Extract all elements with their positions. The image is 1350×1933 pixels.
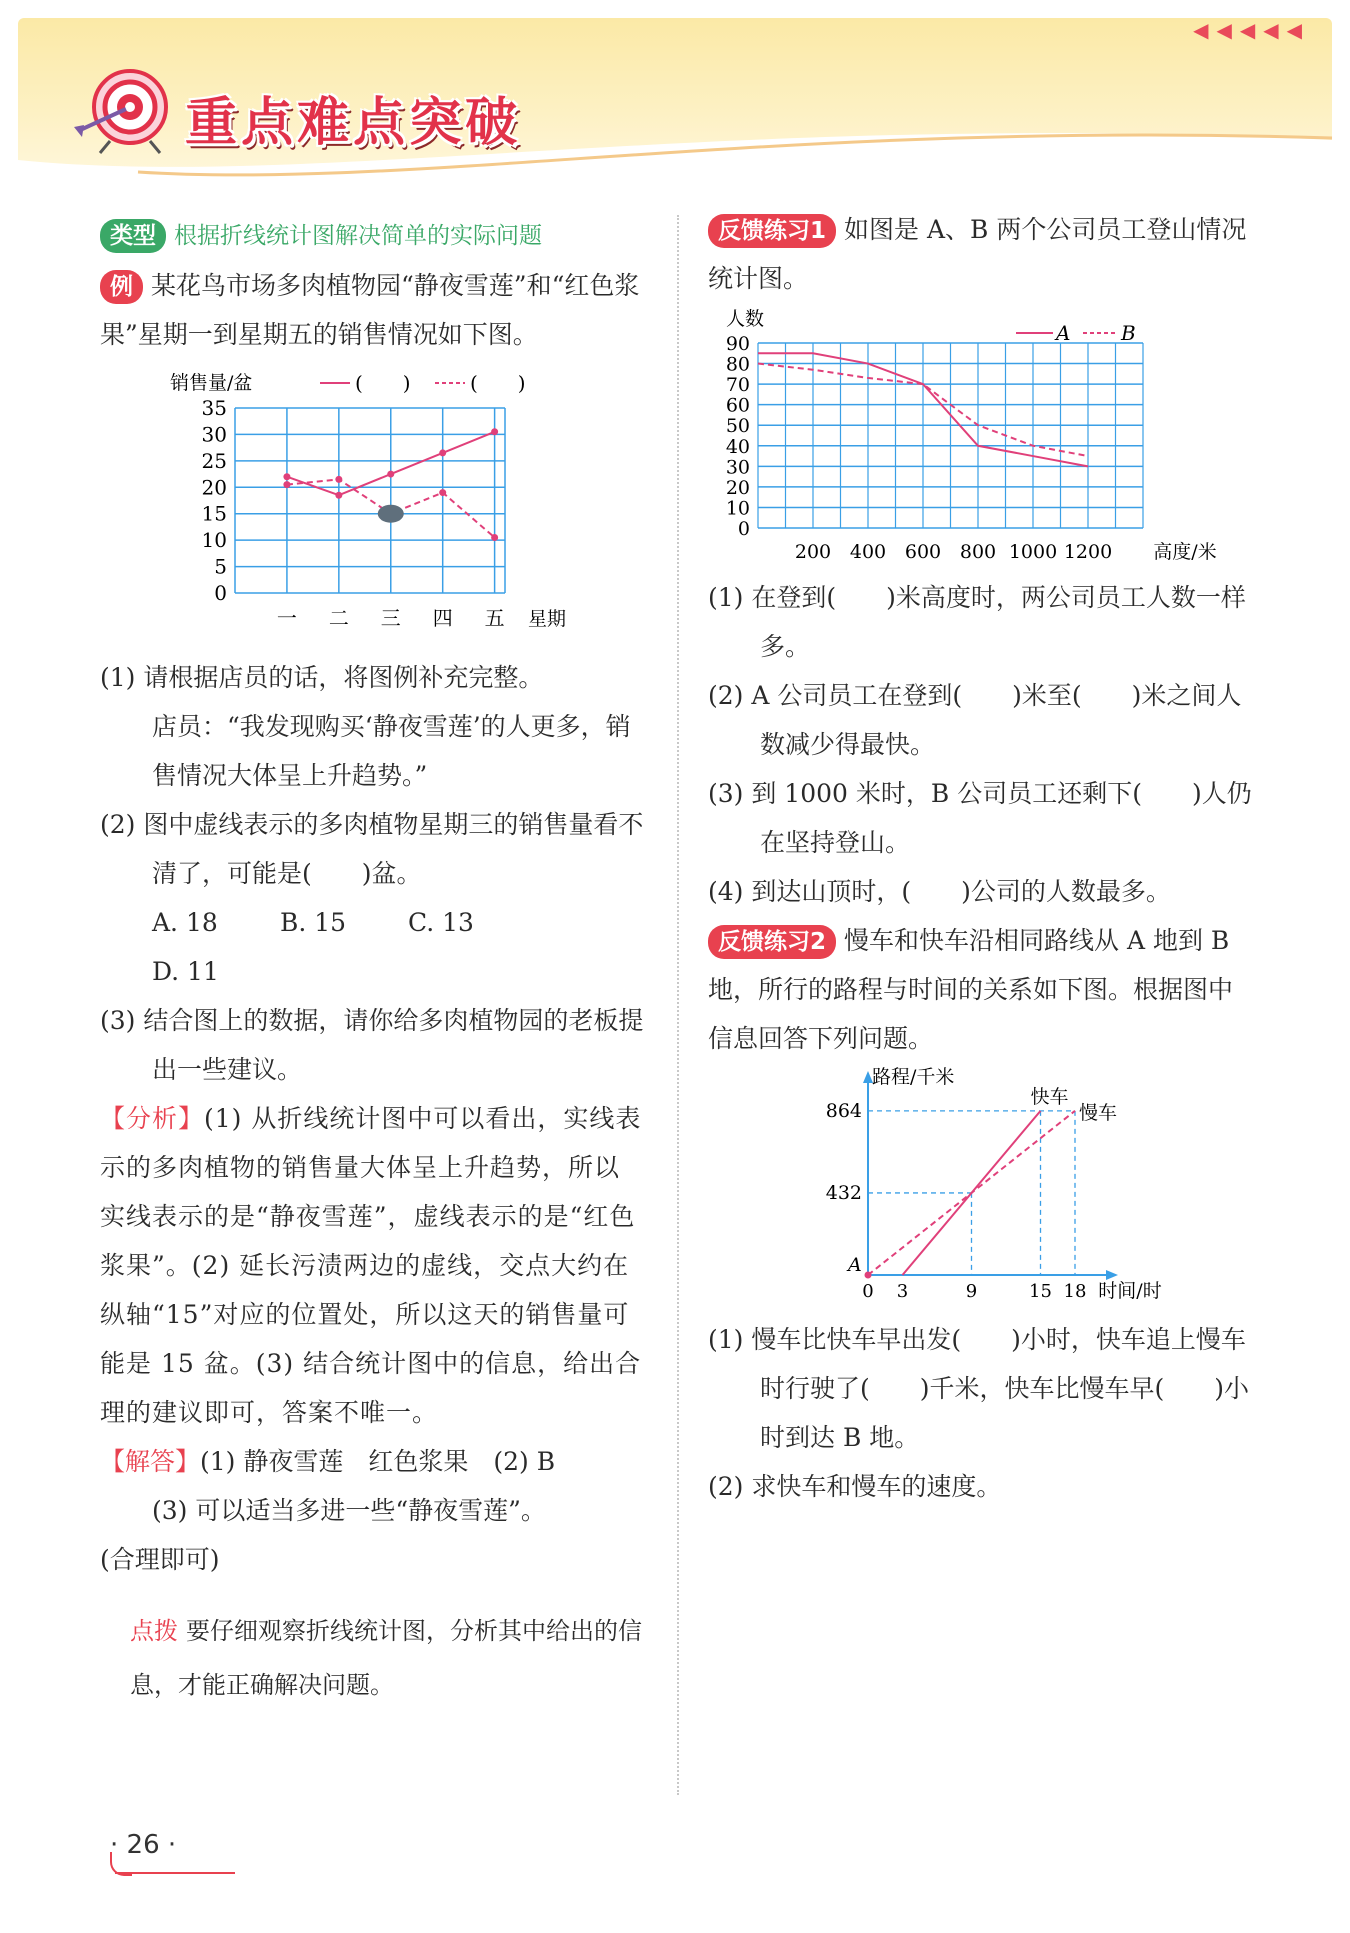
- x-tick-label: 二: [328, 606, 349, 630]
- series-dashed-point: [283, 481, 290, 488]
- feedback-2-intro: [708, 916, 1256, 1063]
- series-dashed-point: [439, 489, 446, 496]
- example-text: 某花鸟市场多肉植物园“静夜雪莲”和“红色浆果”星期一到星期五的销售情况如下图。: [100, 271, 640, 349]
- page-number-underline: [115, 1872, 235, 1874]
- x-axis-label: 时间/时: [1098, 1280, 1162, 1302]
- x-axis-label: 高度/米: [1153, 541, 1217, 563]
- column-divider: [677, 215, 679, 1795]
- series-solid-point: [335, 492, 342, 499]
- header-decor: ◀◀◀◀◀: [1193, 18, 1310, 42]
- x-tick-label: 18: [1063, 1281, 1087, 1302]
- x-tick-label: 0: [862, 1281, 874, 1302]
- y-tick-label: 432: [825, 1181, 862, 1204]
- slow-car-label: 慢车: [1079, 1101, 1118, 1124]
- page-number: · 26 ·: [110, 1830, 177, 1860]
- y-tick-label: 30: [725, 456, 750, 479]
- question-1-quote: 店员：“我发现购买‘静夜雪莲’的人更多，销售情况大体呈上升趋势。”: [152, 712, 631, 790]
- feedback-2-question-1: (1) 慢车比快车早出发( )小时，快车追上慢车时行驶了( )千米，快车比慢车早( )小时到达 B 地。: [708, 1325, 1250, 1452]
- type-badge: 类型: [100, 219, 166, 253]
- x-tick-label: 600: [904, 541, 942, 563]
- x-axis-arrow: [1106, 1270, 1118, 1280]
- example-badge: 例: [100, 270, 143, 304]
- y-tick-label: 10: [201, 528, 227, 553]
- answer-tag: 【解答】: [100, 1447, 201, 1476]
- legend-dashed-text: ( ): [470, 371, 526, 395]
- y-tick-label: 35: [201, 396, 227, 420]
- analysis-text: (1) 从折线统计图中可以看出，实线表示的多肉植物的销售量大体呈上升趋势，所以实线表示的是“静夜雪莲”，虚线表示的是“红色浆果”。(2) 延长污渍两边的虚线，交点大约在纵轴“15”对应的位置处，所以这天的销售量可能是 15 盆。(3) 结合统计图中的信息，给出合理的建议即可，答案不唯一。: [100, 1104, 642, 1427]
- x-tick-label: 15: [1029, 1281, 1052, 1302]
- legend-a-text: A: [1056, 321, 1071, 345]
- y-tick-label: 20: [725, 476, 750, 499]
- x-tick-label: 800: [959, 541, 997, 563]
- origin-point: [865, 1272, 872, 1279]
- question-3: (3) 结合图上的数据，请你给多肉植物园的老板提出一些建议。: [100, 1006, 644, 1084]
- question-2: (2) 图中虚线表示的多肉植物星期三的销售量看不清了，可能是( )盆。: [100, 810, 644, 888]
- series-dashed-point: [491, 534, 498, 541]
- feedback-2-badge: 反馈练习2: [708, 925, 836, 959]
- answer-line-2: (3) 可以适当多进一些“静夜雪莲”。: [152, 1496, 546, 1525]
- x-tick-label: 3: [896, 1281, 909, 1302]
- right-column: [708, 205, 1256, 1511]
- y-tick-label: 5: [214, 554, 227, 579]
- option-d[interactable]: D. 11: [152, 957, 219, 986]
- tip-box: [100, 1604, 645, 1712]
- y-tick-label: 0: [737, 518, 750, 540]
- feedback-1-question-3: (3) 到 1000 米时，B 公司员工还剩下( )人仍在坚持登山。: [708, 779, 1252, 857]
- page-title: 重点难点突破: [185, 93, 522, 153]
- distance-time-chart: [825, 1066, 1162, 1315]
- x-tick-label: 200: [794, 541, 832, 563]
- sales-line-chart: [160, 363, 580, 653]
- left-column: [100, 210, 645, 1712]
- x-tick-label: 三: [380, 606, 401, 630]
- x-tick-label: 400: [849, 541, 887, 563]
- series-solid-point: [387, 471, 394, 478]
- y-axis-label: 路程/千米: [872, 1066, 955, 1088]
- y-tick-label: 0: [214, 581, 227, 605]
- option-a[interactable]: A. 18: [152, 908, 218, 937]
- target-icon: [70, 65, 180, 155]
- feedback-2-question-2: (2) 求快车和慢车的速度。: [708, 1472, 1002, 1501]
- question-1: (1) 请根据店员的话，将图例补充完整。: [100, 663, 544, 692]
- y-tick-label: 90: [725, 333, 750, 355]
- x-tick-label: 五: [484, 606, 505, 630]
- tip-label: 点拨: [130, 1617, 178, 1645]
- y-tick-label: 15: [201, 501, 227, 526]
- y-tick-label: 30: [201, 422, 227, 447]
- x-tick-label: 1000: [1008, 541, 1058, 563]
- feedback-2-text: 慢车和快车沿相同路线从 A 地到 B 地，所行的路程与时间的关系如下图。根据图中信息回答下列问题。: [708, 926, 1234, 1053]
- y-tick-label: 40: [725, 435, 750, 458]
- y-tick-label: 50: [725, 415, 750, 438]
- answer-line-1: (1) 静夜雪莲 红色浆果 (2) B: [200, 1447, 556, 1476]
- x-axis-label: 星期: [527, 608, 567, 630]
- series-solid-point: [491, 428, 498, 435]
- y-tick-label: 20: [201, 475, 227, 500]
- y-tick-label: 70: [725, 374, 750, 397]
- analysis-paragraph: [100, 1094, 645, 1437]
- x-tick-label: 四: [432, 606, 453, 630]
- answer-paragraph: [100, 1437, 645, 1486]
- answer-line-3: (合理即可): [100, 1545, 220, 1574]
- y-axis-label: 人数: [726, 308, 765, 330]
- ink-stain: [378, 505, 404, 523]
- feedback-1-question-2: (2) A 公司员工在登到( )米至( )米之间人数减少得最快。: [708, 681, 1242, 759]
- legend-solid-text: ( ): [355, 371, 411, 395]
- fast-car-label: 快车: [1030, 1085, 1069, 1108]
- option-c[interactable]: C. 13: [408, 908, 474, 937]
- y-tick-label: 10: [725, 497, 750, 520]
- x-tick-label: 9: [965, 1281, 978, 1302]
- series-solid-point: [283, 473, 290, 480]
- y-axis-label: 销售量/盆: [170, 372, 253, 394]
- y-tick-label: 864: [825, 1099, 862, 1122]
- question-2-options: [100, 898, 645, 996]
- origin-label: A: [848, 1254, 862, 1276]
- tip-text: 要仔细观察折线统计图，分析其中给出的信息，才能正确解决问题。: [130, 1617, 642, 1699]
- y-tick-label: 60: [725, 394, 750, 417]
- option-b[interactable]: B. 15: [280, 908, 347, 937]
- y-tick-label: 25: [201, 448, 227, 473]
- x-tick-label: 1200: [1063, 541, 1113, 563]
- feedback-1-question-4: (4) 到达山顶时，( )公司的人数最多。: [708, 877, 1171, 906]
- feedback-1-question-1: (1) 在登到( )米高度时，两公司员工人数一样多。: [708, 583, 1246, 661]
- x-tick-label: 一: [276, 606, 297, 630]
- feedback-1-text: 如图是 A、B 两个公司员工登山情况统计图。: [708, 215, 1247, 293]
- example-paragraph: [100, 261, 645, 359]
- series-dashed-point: [335, 476, 342, 483]
- analysis-tag: 【分析】: [100, 1104, 205, 1133]
- series-solid-point: [439, 449, 446, 456]
- feedback-1-intro: [708, 205, 1256, 303]
- type-title: 根据折线统计图解决简单的实际问题: [174, 223, 542, 249]
- climbing-line-chart: [698, 303, 1238, 573]
- type-heading: [100, 210, 645, 261]
- y-tick-label: 80: [725, 353, 750, 376]
- legend-b-text: B: [1121, 321, 1136, 345]
- feedback-1-badge: 反馈练习1: [708, 214, 836, 248]
